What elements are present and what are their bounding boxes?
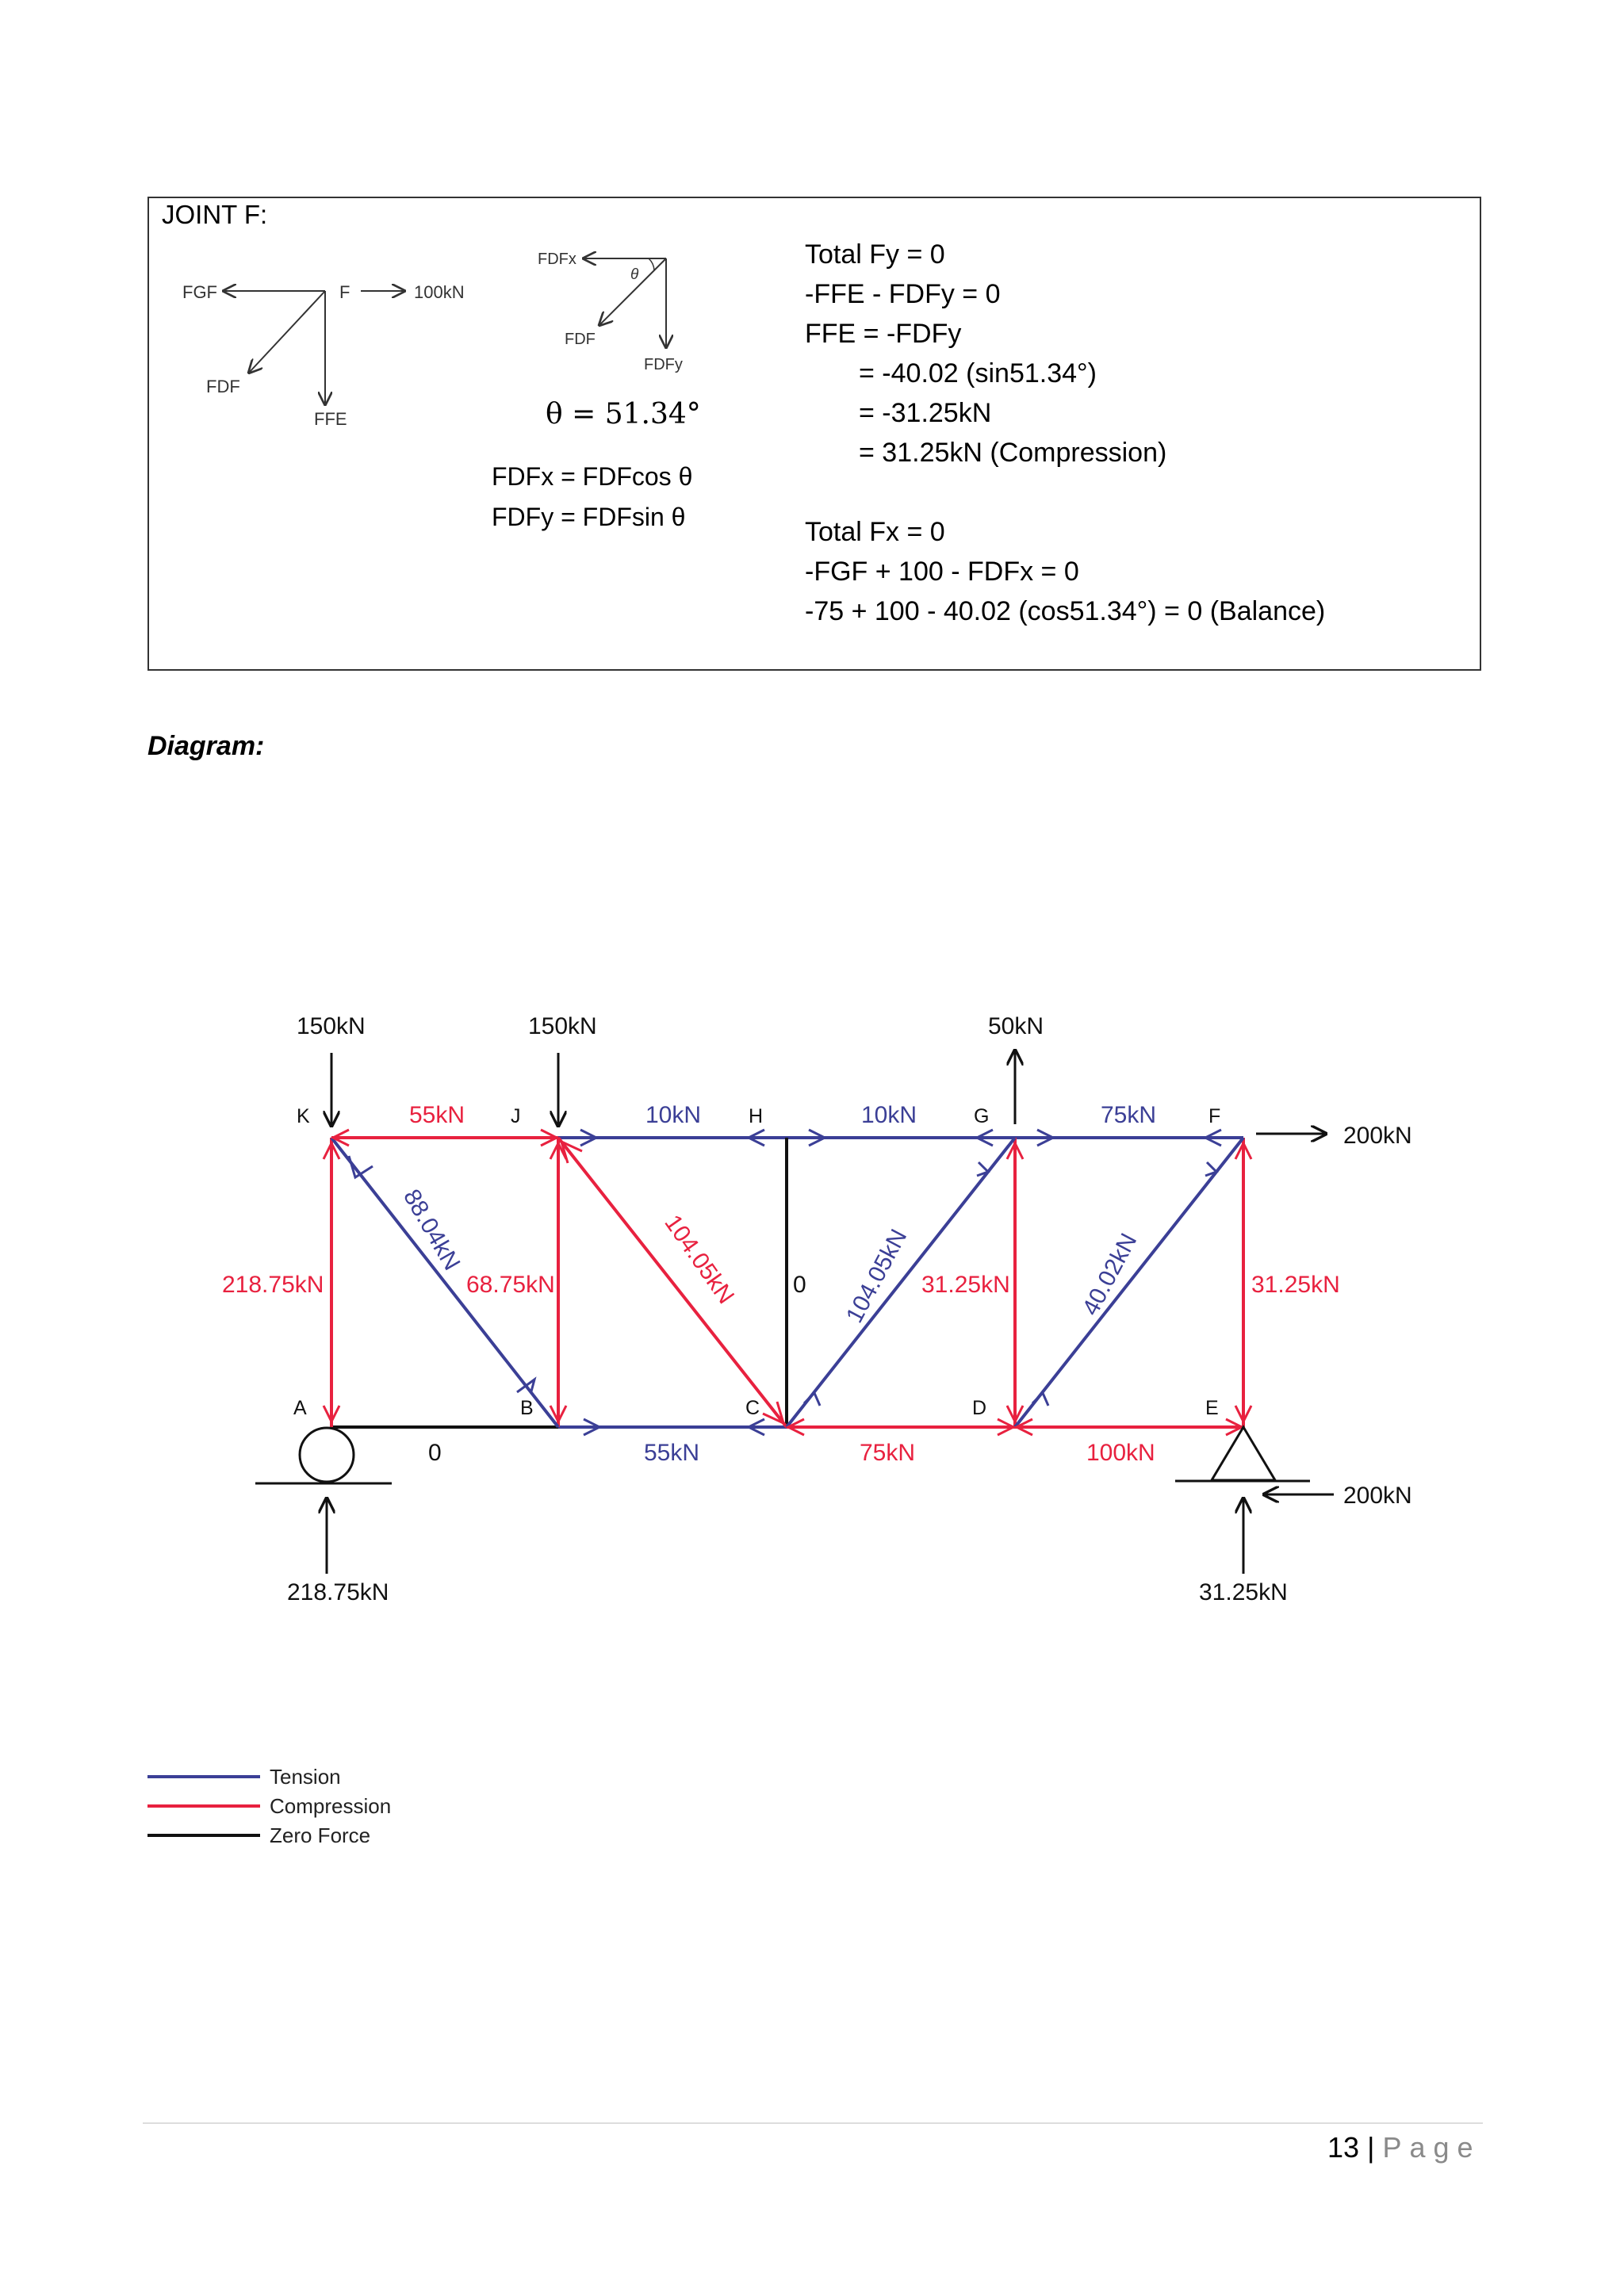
equation-line: -FGF + 100 - FDFx = 0	[805, 557, 1079, 587]
member-label-kb: 88.04kN	[398, 1184, 465, 1275]
component-label-theta: θ	[630, 266, 639, 283]
component-label-fdfx: FDFx	[538, 251, 576, 268]
reaction-label-a: 218.75kN	[287, 1579, 389, 1605]
node-label-d: D	[972, 1397, 987, 1419]
component-label-fdfy: FDFy	[644, 356, 683, 373]
page-word: Page	[1382, 2131, 1481, 2164]
joint-title: JOINT F:	[162, 200, 268, 229]
member-label-hc: 0	[793, 1272, 806, 1298]
member-label-cg: 104.05kN	[841, 1225, 913, 1327]
fbd-label-load: 100kN	[414, 282, 465, 302]
member-label-ab: 0	[428, 1440, 442, 1466]
fbd-label-fdf: FDF	[206, 377, 240, 396]
node-label-h: H	[749, 1105, 764, 1127]
equation-line: = -31.25kN	[859, 398, 992, 428]
member-label-kj: 55kN	[409, 1102, 465, 1128]
member-label-cd: 75kN	[860, 1440, 916, 1466]
page-number: 13	[1327, 2131, 1360, 2164]
node-label-c: C	[745, 1397, 760, 1419]
equation-line: -FFE - FDFy = 0	[805, 279, 1001, 309]
node-label-k: K	[297, 1105, 310, 1127]
node-label-f: F	[1208, 1105, 1221, 1127]
fbd-label-fgf: FGF	[182, 282, 217, 302]
reaction-label-e: 31.25kN	[1199, 1579, 1288, 1605]
legend	[147, 1765, 391, 1847]
pin-support-e	[1212, 1427, 1275, 1480]
roller-support-a	[300, 1428, 354, 1482]
member-label-dg-diag: 40.02kN	[1077, 1229, 1143, 1320]
external-loads	[327, 1050, 1334, 1574]
node-label-j: J	[511, 1105, 521, 1127]
equation-line: FFE = -FDFy	[805, 319, 962, 349]
node-label-a: A	[293, 1397, 307, 1419]
load-label-e-horizontal: 200kN	[1343, 1483, 1412, 1509]
node-labels	[293, 1105, 1220, 1419]
fbd-label-f: F	[339, 282, 350, 302]
legend-label-compression: Compression	[270, 1794, 392, 1818]
member-label-de: 100kN	[1086, 1440, 1155, 1466]
footer-rule	[143, 2122, 1483, 2124]
member-label-gd: 31.25kN	[921, 1272, 1010, 1298]
member-label-fe: 31.25kN	[1251, 1272, 1340, 1298]
load-label-g: 50kN	[988, 1013, 1044, 1039]
arrowhead	[517, 1380, 534, 1392]
node-label-e: E	[1205, 1397, 1219, 1419]
member-label-gf: 75kN	[1101, 1102, 1157, 1128]
equation-line: = -40.02 (sin51.34°)	[859, 358, 1097, 388]
load-label-f-horizontal: 200kN	[1343, 1123, 1412, 1149]
arrowhead	[349, 1156, 373, 1177]
member-jc	[558, 1138, 787, 1427]
equation-line: -75 + 100 - 40.02 (cos51.34°) = 0 (Balance)	[805, 596, 1326, 626]
load-label-k: 150kN	[297, 1013, 366, 1039]
node-label-b: B	[520, 1397, 534, 1419]
equation-line: Total Fy = 0	[805, 239, 945, 270]
page-separator: |	[1367, 2131, 1375, 2164]
diagram-heading: Diagram:	[147, 731, 265, 761]
theta-equation: θ = 51.34°	[546, 398, 701, 430]
legend-label-zero: Zero Force	[270, 1823, 371, 1847]
member-label-jc: 104.05kN	[659, 1210, 740, 1309]
member-label-hg: 10kN	[861, 1102, 917, 1128]
equation-line: Total Fx = 0	[805, 517, 945, 547]
page-footer	[1327, 2131, 1481, 2164]
member-label-jb: 68.75kN	[466, 1272, 555, 1298]
member-label-bc: 55kN	[644, 1440, 700, 1466]
fdfy-equation: FDFy = FDFsin θ	[492, 503, 686, 531]
member-df	[1015, 1138, 1243, 1427]
equation-line: = 31.25kN (Compression)	[859, 438, 1167, 468]
node-label-g: G	[974, 1105, 990, 1127]
member-label-ka: 218.75kN	[222, 1272, 324, 1298]
fbd-label-ffe: FFE	[314, 409, 347, 429]
fdfx-equation: FDFx = FDFcos θ	[492, 462, 693, 491]
component-label-fdf: FDF	[565, 331, 596, 348]
legend-label-tension: Tension	[270, 1765, 341, 1789]
member-label-jh: 10kN	[645, 1102, 702, 1128]
load-label-j: 150kN	[528, 1013, 597, 1039]
